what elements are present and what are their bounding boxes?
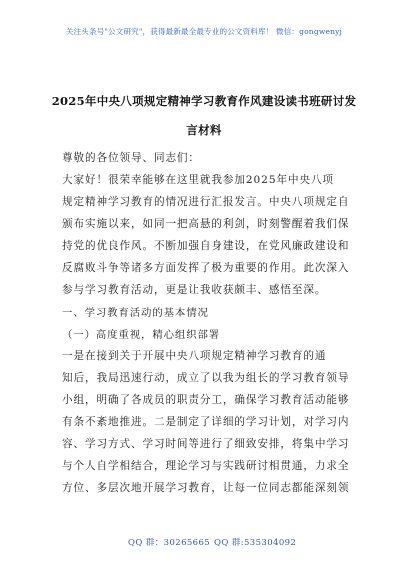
- paragraph-line: 有条不紊地推进。二是制定了详细的学习计划，对学习内: [62, 416, 350, 428]
- paragraph-line: 知后，我局迅速行动，成立了以我为组长的学习教育领导: [62, 372, 350, 384]
- header-banner: 关注头条号"公文研究"，获得最新最全最专业的公文资料库！ 微信：gongwenyj: [65, 27, 343, 36]
- paragraph-line: 规定精神学习教育的情况进行汇报发言。中央八项规定自: [62, 196, 350, 208]
- paragraph-line: 一是在接到关于开展中央八项规定精神学习教育的通: [62, 350, 327, 362]
- document-title-line-2: 言材料: [186, 123, 222, 137]
- paragraph-line: 持党的优良作风。不断加强自身建设，在党风廉政建设和: [62, 240, 350, 252]
- section-heading: 一、学习教育活动的基本情况: [62, 307, 209, 319]
- paragraph-line: 与个人自学相结合，理论学习与实践研讨相贯通，力求全: [62, 460, 350, 472]
- footer-qq-group-1: QQ 群：30265665: [128, 538, 211, 548]
- paragraph-line: 反腐败斗争等诸多方面发挥了极为重要的作用。此次深入: [62, 262, 350, 274]
- footer-qq-group-2: QQ 群:535304092: [214, 538, 297, 548]
- paragraph-line: 小组，明确了各成员的职责分工，确保学习教育活动能够: [62, 394, 350, 406]
- subsection-heading: （一）高度重视，精心组织部署: [62, 329, 221, 341]
- paragraph-line: 参与学习教育活动，更是让我收获颇丰、感悟至深。: [62, 284, 327, 296]
- paragraph-line: 方位、多层次地开展学习教育，让每一位同志都能深刻领: [62, 482, 350, 494]
- salutation: 尊敬的各位领导、同志们：: [62, 152, 200, 164]
- document-title-line-1: 2025年中央八项规定精神学习教育作风建设读书班研讨发: [51, 94, 357, 108]
- paragraph-line: 颁布实施以来，如同一把高悬的利剑，时刻警醒着我们保: [62, 218, 350, 230]
- paragraph-line: 大家好！很荣幸能够在这里就我参加2025年中央八项: [62, 174, 334, 186]
- paragraph-line: 容、学习方式、学习时间等进行了细致安排，将集中学习: [62, 438, 350, 450]
